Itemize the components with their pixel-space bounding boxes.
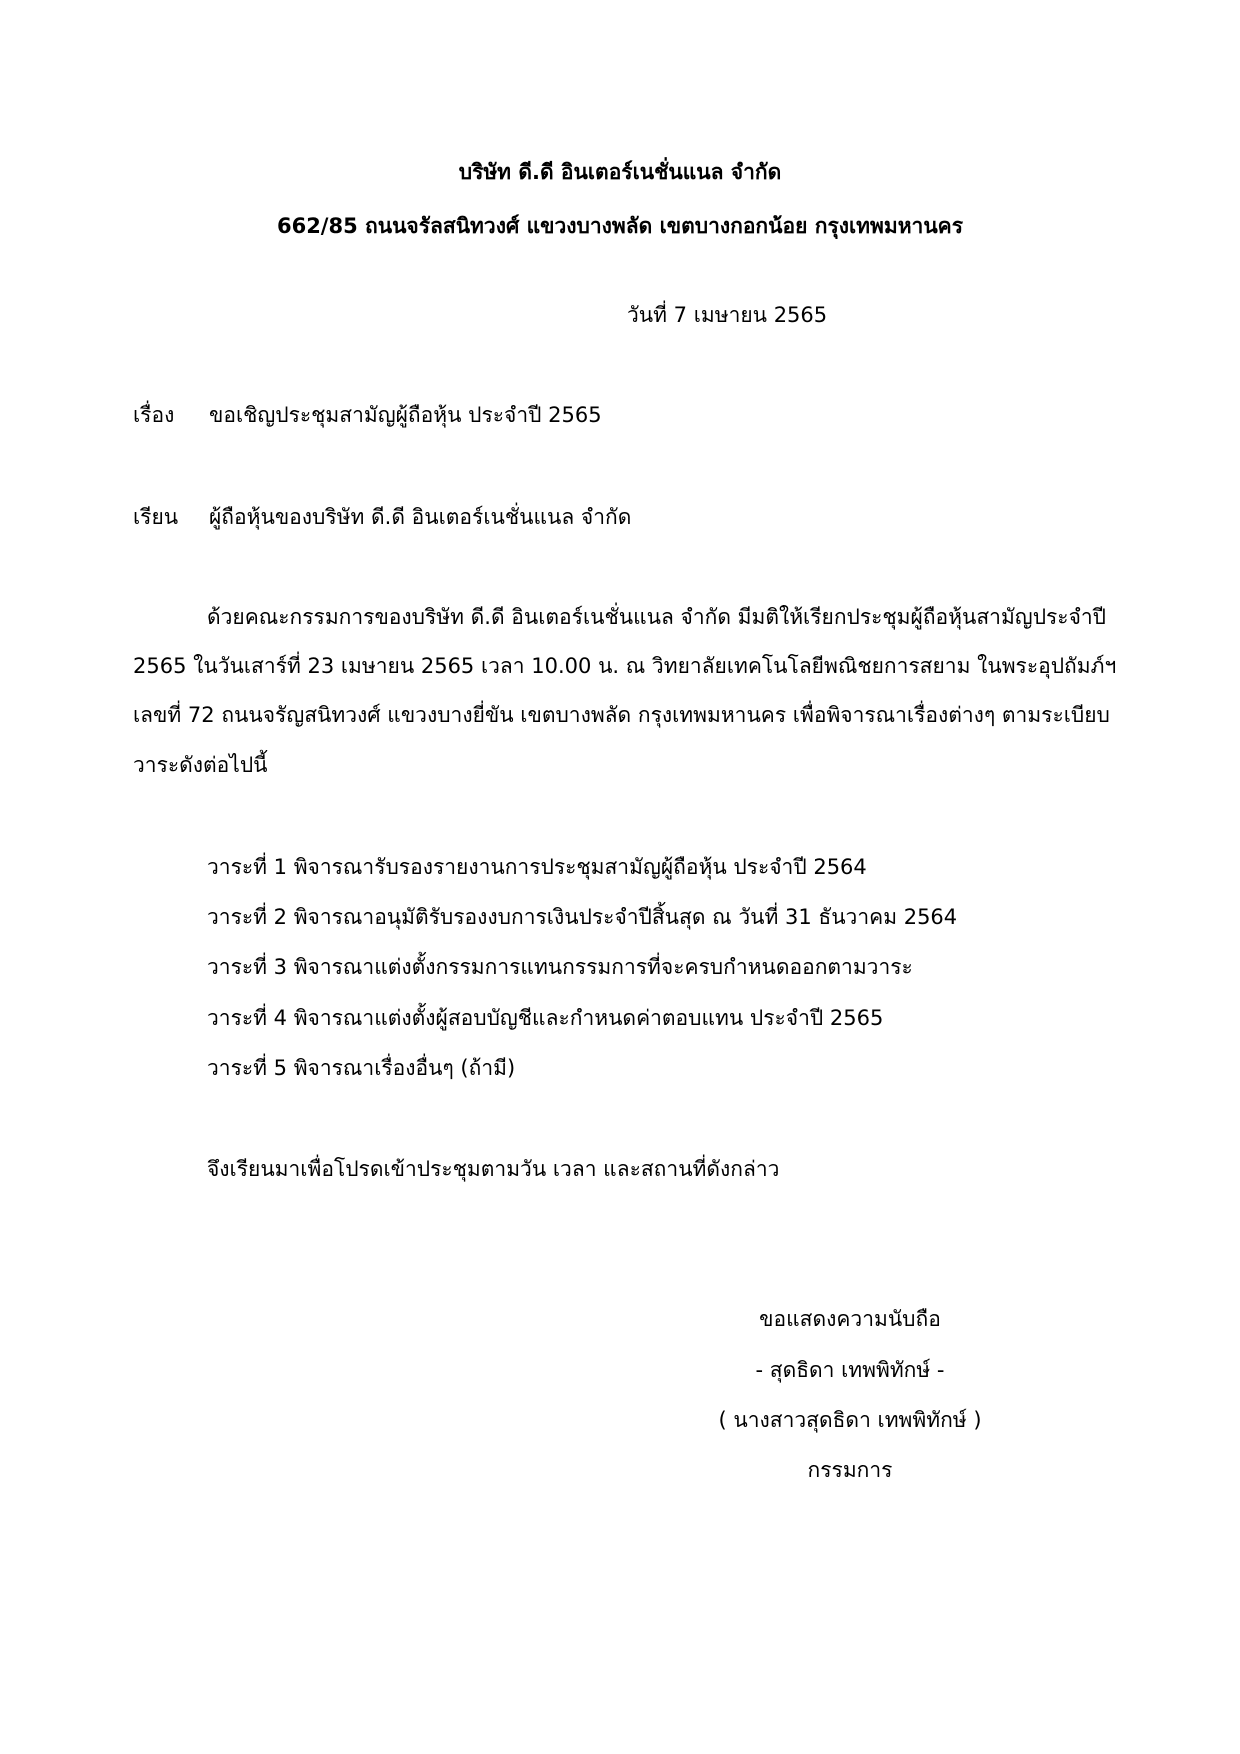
- recipient-text: ผู้ถือหุ้นของบริษัท ดี.ดี อินเตอร์เนชั่นแนล จำกัด: [209, 505, 632, 529]
- company-address: 662/85 ถนนจรัลสนิทวงศ์ แขวงบางพลัด เขตบางกอกน้อย กรุงเทพมหานคร: [276, 214, 964, 238]
- signature-position: กรรมการ: [807, 1458, 893, 1482]
- closing-text: จึงเรียนมาเพื่อโปรดเข้าประชุมตามวัน เวลา และสถานที่ดังกล่าว: [207, 1157, 780, 1181]
- signature-regards: ขอแสดงความนับถือ: [759, 1307, 941, 1331]
- subject-text: ขอเชิญประชุมสามัญผู้ถือหุ้น ประจำปี 2565: [209, 403, 602, 427]
- agenda-item-5: วาระที่ 5 พิจารณาเรื่องอื่นๆ (ถ้ามี): [207, 1056, 516, 1080]
- body-line-2: 2565 ในวันเสาร์ที่ 23 เมษายน 2565 เวลา 10.00 น. ณ วิทยาลัยเทคโนโลยีพณิชยการสยาม ในพระอุปถัมภ์ฯ: [133, 654, 1117, 678]
- subject-line: [133, 400, 602, 430]
- recipient-label: เรียน: [133, 505, 179, 529]
- body-line-1: ด้วยคณะกรรมการของบริษัท ดี.ดี อินเตอร์เนชั่นแนล จำกัด มีมติให้เรียกประชุมผู้ถือหุ้นสามัญประจำปี: [207, 605, 1107, 629]
- recipient-line: [133, 502, 631, 532]
- agenda-item-4: วาระที่ 4 พิจารณาแต่งตั้งผู้สอบบัญชีและกำหนดค่าตอบแทน ประจำปี 2565: [207, 1006, 884, 1030]
- body-line-3: เลขที่ 72 ถนนจรัญสนิทวงศ์ แขวงบางยี่ขัน เขตบางพลัด กรุงเทพมหานคร เพื่อพิจารณาเรื่องต่างๆ ตามระเบียบ: [133, 703, 1110, 727]
- signature-signed-name: - สุดธิดา เทพพิทักษ์ -: [755, 1358, 945, 1382]
- agenda-item-2: วาระที่ 2 พิจารณาอนุมัติรับรองงบการเงินประจำปีสิ้นสุด ณ วันที่ 31 ธันวาคม 2564: [207, 905, 958, 929]
- body-line-4: วาระดังต่อไปนี้: [133, 753, 268, 777]
- agenda-item-1: วาระที่ 1 พิจารณารับรองรายงานการประชุมสามัญผู้ถือหุ้น ประจำปี 2564: [207, 855, 867, 879]
- signature-full-name: ( นางสาวสุดธิดา เทพพิทักษ์ ): [718, 1408, 982, 1432]
- letter-date: วันที่ 7 เมษายน 2565: [627, 303, 828, 327]
- subject-label: เรื่อง: [133, 403, 175, 427]
- company-name: บริษัท ดี.ดี อินเตอร์เนชั่นแนล จำกัด: [458, 160, 782, 184]
- agenda-item-3: วาระที่ 3 พิจารณาแต่งตั้งกรรมการแทนกรรมการที่จะครบกำหนดออกตามวาระ: [207, 955, 913, 979]
